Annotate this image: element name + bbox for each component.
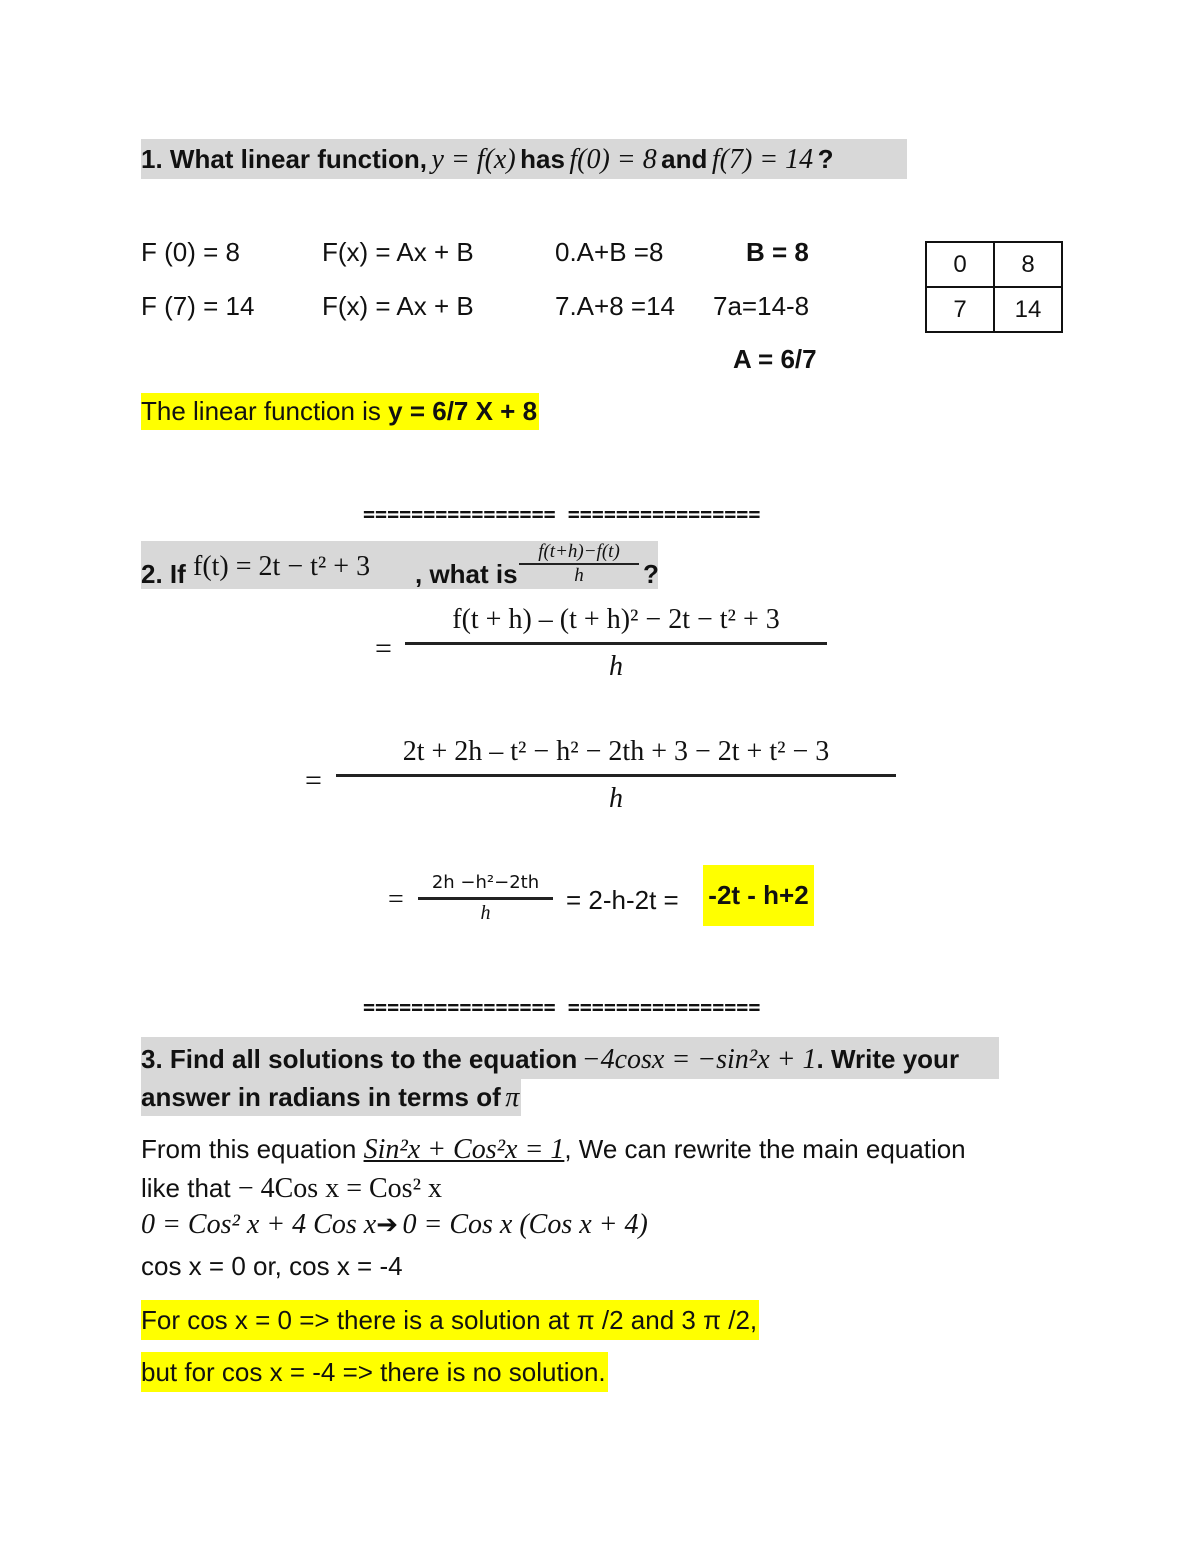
q2-title [141, 541, 658, 589]
q1-title-q: ? [817, 144, 834, 174]
q2-title-q: ? [643, 559, 659, 589]
q3-line2 [141, 1173, 442, 1205]
q2-step3-fraction [418, 872, 553, 925]
q1-value-table [925, 241, 1063, 333]
q1-r2-c2: F(x) = Ax + B [322, 291, 474, 321]
q1-title-prefix: 1. What linear function, [141, 144, 428, 174]
q2-answer: -2t - h+2 [703, 865, 814, 926]
q1-answer-value: y = 6/7 X + 8 [388, 396, 538, 426]
q3-line1-suffix: , We can rewrite the main equation [564, 1134, 966, 1164]
q1-title-eq2: f(0) = 8 [569, 144, 657, 175]
q3-line6: but for cos x = -4 => there is no solution. [141, 1352, 608, 1392]
q3-line1 [141, 1134, 966, 1166]
q1-title-eq1: y = f(x) [431, 144, 516, 175]
q3-line2-eq: − 4Cos x = Cos² x [237, 1173, 442, 1204]
q1-r1-c2: F(x) = Ax + B [322, 237, 474, 267]
separator-2: ================ ================ [363, 995, 761, 1019]
q2-step2-num: 2t + 2h – t² − h² − 2th + 3 − 2t + t² − 3 [336, 736, 896, 777]
separator-1: ================ ================ [363, 502, 761, 526]
q2-step1-fraction [405, 604, 827, 683]
q3-title-prefix: 3. Find all solutions to the equation [141, 1044, 578, 1074]
q3-line1-eq: Sin²x + Cos²x = 1 [363, 1134, 565, 1165]
q2-title-frac-num: f(t+h)−f(t) [519, 541, 639, 565]
q1-r2-c1: F (7) = 14 [141, 291, 255, 321]
q1-title [141, 139, 907, 179]
q1-title-and: and [661, 144, 708, 174]
q3-line3-eq1: 0 = Cos² x + 4 Cos x [141, 1209, 377, 1240]
q1-r1-c3: 0.A+B =8 [555, 237, 664, 267]
arrow-right-icon: ➔ [376, 1209, 398, 1239]
table-cell: 14 [994, 287, 1062, 332]
q3-line5: For cos x = 0 => there is a solution at π /2 and 3 π /2, [141, 1300, 759, 1340]
table-cell: 8 [994, 242, 1062, 287]
q2-step2-fraction [336, 736, 896, 815]
table-row [926, 287, 1062, 332]
q1-answer-prefix: The linear function is [141, 396, 389, 426]
q2-title-prefix: 2. If [141, 559, 186, 589]
q1-r1-c4: B = 8 [746, 237, 809, 267]
q3-line1-prefix: From this equation [141, 1134, 357, 1164]
q1-title-has: has [520, 144, 565, 174]
q1-title-eq3: f(7) = 14 [711, 144, 814, 175]
q3-line4: cos x = 0 or, cos x = -4 [141, 1251, 403, 1281]
q1-r2-c3: 7.A+8 =14 [555, 291, 675, 321]
q2-title-fraction [519, 541, 639, 587]
q2-title-mid: , what is [415, 559, 518, 589]
q3-line3 [141, 1209, 648, 1241]
q2-step3-rest: = 2-h-2t = [566, 885, 679, 915]
q1-r1-c1: F (0) = 8 [141, 237, 240, 267]
q2-step3-num: 2h −h²−2th [418, 872, 553, 900]
q1-answer [141, 393, 539, 430]
q3-title-suffix: . Write your [816, 1044, 960, 1074]
q2-step1-equals: = [375, 632, 392, 665]
table-cell: 0 [926, 242, 994, 287]
q1-a-value: A = 6/7 [733, 344, 817, 374]
q2-step1-den: h [609, 651, 623, 682]
table-row [926, 242, 1062, 287]
q3-title-line2 [141, 1079, 521, 1116]
q2-step2-equals: = [305, 764, 322, 797]
q3-title-pi: π [505, 1082, 520, 1113]
q3-title-line2-text: answer in radians in terms of [141, 1082, 501, 1112]
q2-step1-num: f(t + h) – (t + h)² − 2t − t² + 3 [405, 604, 827, 645]
q2-title-frac-den: h [574, 565, 584, 586]
q3-line2-prefix: like that [141, 1173, 231, 1203]
table-cell: 7 [926, 287, 994, 332]
q3-line3-eq2: 0 = Cos x (Cos x + 4) [402, 1209, 648, 1240]
q3-title-line1 [141, 1037, 999, 1079]
q2-step3-den: h [480, 902, 491, 924]
q2-step3-equals: = [388, 884, 404, 915]
q2-title-eq: f(t) = 2t − t² + 3 [193, 551, 371, 582]
q3-title-eq: −4cosx = −sin²x + 1 [581, 1044, 817, 1075]
q1-r2-c4: 7a=14-8 [713, 291, 810, 321]
q2-step2-den: h [609, 783, 623, 814]
